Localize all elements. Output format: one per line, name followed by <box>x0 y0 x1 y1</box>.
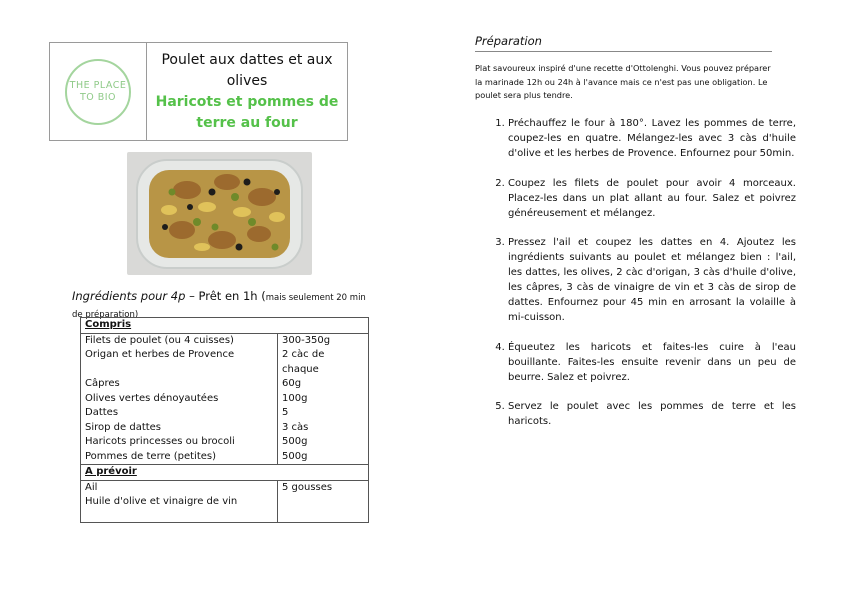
ingredient-name: Huile d'olive et vinaigre de vin <box>81 495 278 522</box>
ingredient-qty: 2 càc de chaque <box>278 348 369 377</box>
logo-cell <box>50 43 147 140</box>
ingredient-qty: 5 gousses <box>278 480 369 495</box>
title-cell <box>147 43 347 140</box>
ingredient-qty: 500g <box>278 435 369 450</box>
table-row <box>81 377 369 392</box>
ingredient-qty <box>278 495 369 522</box>
recipe-header <box>49 42 348 141</box>
table-row <box>81 480 369 495</box>
table-row <box>81 421 369 436</box>
table-row <box>81 348 369 377</box>
table-row <box>81 495 369 522</box>
ingredient-name: Olives vertes dénoyautées <box>81 392 278 407</box>
ingredients-heading-note: mais seulement 20 min de préparation) <box>72 293 366 320</box>
ingredient-name: Ail <box>81 480 278 495</box>
ingredient-name: Haricots princesses ou brocoli <box>81 435 278 450</box>
ingredient-name: Câpres <box>81 377 278 392</box>
ingredient-name: Sirop de dattes <box>81 421 278 436</box>
table-row <box>81 333 369 348</box>
recipe-title: Poulet aux dattes et aux olives <box>161 51 333 89</box>
ingredients-heading-time: – Prêt en 1h ( <box>185 289 266 303</box>
ingredient-qty: 5 <box>278 406 369 421</box>
ingredients-table <box>80 317 369 523</box>
ingredient-qty: 3 càs <box>278 421 369 436</box>
section-included-label: Compris <box>81 318 369 334</box>
ingredient-name: Dattes <box>81 406 278 421</box>
table-row <box>81 450 369 465</box>
ingredient-qty: 60g <box>278 377 369 392</box>
preparation-intro: Plat savoureux inspiré d'une recette d'Ottolenghi. Vous pouvez préparer la marinade 12h ou 24h à l'avance mais ce n'est pas une obligation. Le poulet sera plus tendre. <box>475 63 771 100</box>
list-item: 2. Coupez les filets de poulet pour avoir 4 morceaux. Placez-les dans un plat allant au four. Salez et poivrez généreusement et mélangez. <box>508 176 796 221</box>
ingredient-qty: 100g <box>278 392 369 407</box>
table-row <box>81 392 369 407</box>
table-row <box>81 435 369 450</box>
section-provide-label: A prévoir <box>81 465 369 481</box>
ingredient-name: Origan et herbes de Provence <box>81 348 278 377</box>
logo-line-1: THE PLACE <box>69 79 127 91</box>
recipe-subtitle: Haricots et pommes de terre au four <box>155 93 339 131</box>
list-item: 5. Servez le poulet avec les pommes de terre et les haricots. <box>508 399 796 429</box>
dish-illustration <box>127 152 312 275</box>
list-item: 1. Préchauffez le four à 180°. Lavez les pommes de terre, coupez-les en quatre. Mélangez-les avec 3 càs d'huile d'olive et les herbes de Provence. Enfournez pour 50min. <box>508 116 796 161</box>
preparation-title: Préparation <box>475 34 772 52</box>
list-item: 3. Pressez l'ail et coupez les dattes en 4. Ajoutez les ingrédients suivants au poulet et mélangez bien : l'ail, les dattes, les olives, 2 càc d'origan, 3 càs d'huile d'olive, les câpres, 3 càs de vinaigre de vin et 3 càs de sirop de dattes. Enfournez pour 45 min en arrosant la volaille à mi-cuisson. <box>508 235 796 325</box>
ingredients-heading-italic: Ingrédients pour 4p <box>72 289 186 303</box>
ingredient-name: Pommes de terre (petites) <box>81 450 278 465</box>
ingredient-qty: 500g <box>278 450 369 465</box>
the-place-to-bio-logo <box>65 59 131 125</box>
logo-line-2: TO BIO <box>79 91 117 103</box>
list-item: 4. Équeutez les haricots et faites-les cuire à l'eau bouillante. Faites-les ensuite revenir dans un peu de beurre. Salez et poivrez. <box>508 340 796 385</box>
preparation-steps <box>484 116 796 444</box>
ingredient-name: Filets de poulet (ou 4 cuisses) <box>81 333 278 348</box>
ingredient-qty: 300-350g <box>278 333 369 348</box>
table-row <box>81 406 369 421</box>
dish-photo <box>127 152 312 275</box>
